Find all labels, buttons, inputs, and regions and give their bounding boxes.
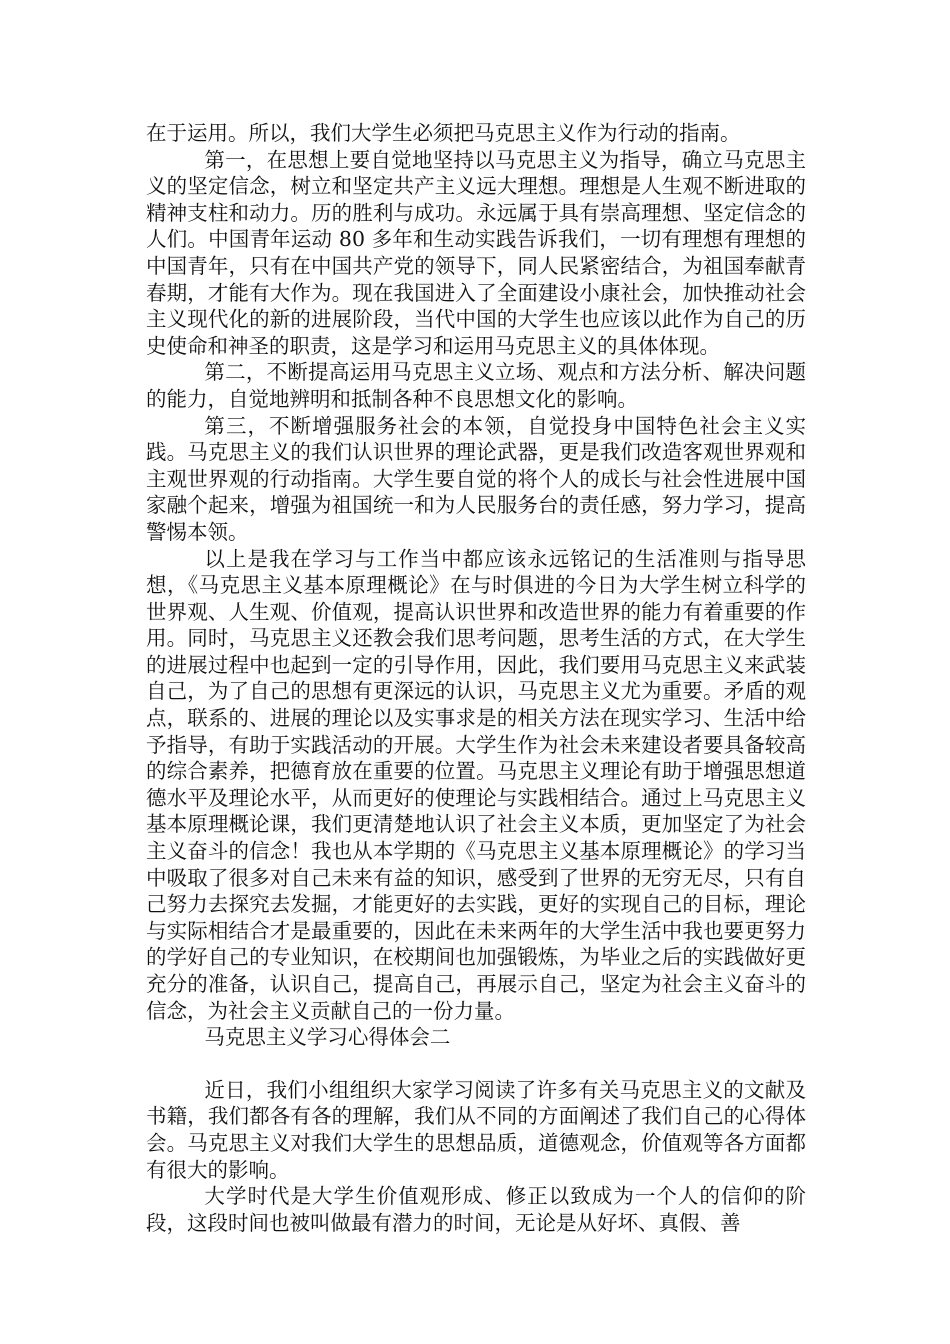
document-page (146, 120, 806, 1236)
paragraph-point-three: 第三，不断增强服务社会的本领，自觉投身中国特色社会主义实践。马克思主义的我们认识世界的理论武器，更是我们改造客观世界观和主观世界观的行动指南。大学生要自觉的将个人的成长与社会性进展中国家融个起来，增强为祖国统一和为人民服务台的责任感，努力学习，提高警惕本领。 (146, 413, 806, 544)
section-title: 马克思主义学习心得体会二 (204, 1025, 451, 1050)
paragraph-university-era: 大学时代是大学生价值观形成、修正以致成为一个人的信仰的阶段，这段时间也被叫做最有潜力的时间，无论是从好坏、真假、善 (146, 1184, 806, 1235)
paragraph-point-two: 第二，不断提高运用马克思主义立场、观点和方法分析、解决问题的能力，自觉地辨明和抵制各种不良思想文化的影响。 (146, 360, 806, 411)
paragraph-summary: 以上是我在学习与工作当中都应该永远铭记的生活准则与指导思想，《马克思主义基本原理概论》在与时俱进的今日为大学生树立科学的世界观、人生观、价值观，提高认识世界和改造世界的能力有着重要的作用。同时，马克思主义还教会我们思考问题，思考生活的方式，在大学生的进展过程中也起到一定的引导作用，因此，我们要用马克思主义来武装自己，为了自己的思想有更深远的认识，马克思主义尤为重要。矛盾的观点，联系的、进展的理论以及实事求是的相关方法在现实学习、生活中给予指导，有助于实践活动的开展。大学生作为社会未来建设者要具备较高的综合素养，把德育放在重要的位置。马克思主义理论有助于增强思想道德水平及理论水平，从而更好的使理论与实践相结合。通过上马克思主义基本原理概论课，我们更清楚地认识了社会主义本质，更加坚定了为社会主义奋斗的信念！我也从本学期的《马克思主义基本原理概论》的学习当中吸取了很多对自己未来有益的知识，感受到了世界的无穷无尽，只有自己努力去探究去发掘，才能更好的去实践，更好的实现自己的目标，理论与实际相结合才是最重要的，因此在未来两年的大学生活中我也要更努力的学好自己的专业知识，在校期间也加强锻炼，为毕业之后的实践做好更充分的准备，认识自己，提高自己，再展示自己，坚定为社会主义奋斗的信念，为社会主义贡献自己的一份力量。 (146, 546, 806, 1023)
blank-line (146, 1051, 806, 1077)
paragraph-continuation: 在于运用。所以，我们大学生必须把马克思主义作为行动的指南。 (146, 121, 741, 145)
paragraph-point-one: 第一，在思想上要自觉地坚持以马克思主义为指导，确立马克思主义的坚定信念，树立和坚定共产主义远大理想。理想是人生观不断进取的精神支柱和动力。历的胜利与成功。永远属于具有崇高理想、坚定信念的人们。中国青年运动 80 多年和生动实践告诉我们，一切有理想有理想的中国青年，只有在中国共产党的领导下，同人民紧密结合，为祖国奉献青春期，才能有大作为。现在我国进入了全面建设小康社会，加快推动社会主义现代化的新的进展阶段，当代中国的大学生也应该以此作为自己的历史使命和神圣的职责，这是学习和运用马克思主义的具体体现。 (146, 147, 806, 358)
paragraph-intro: 近日，我们小组组织大家学习阅读了许多有关马克思主义的文献及书籍，我们都各有各的理解，我们从不同的方面阐述了我们自己的心得体会。马克思主义对我们大学生的思想品质，道德观念，价值观等各方面都有很大的影响。 (146, 1077, 806, 1182)
